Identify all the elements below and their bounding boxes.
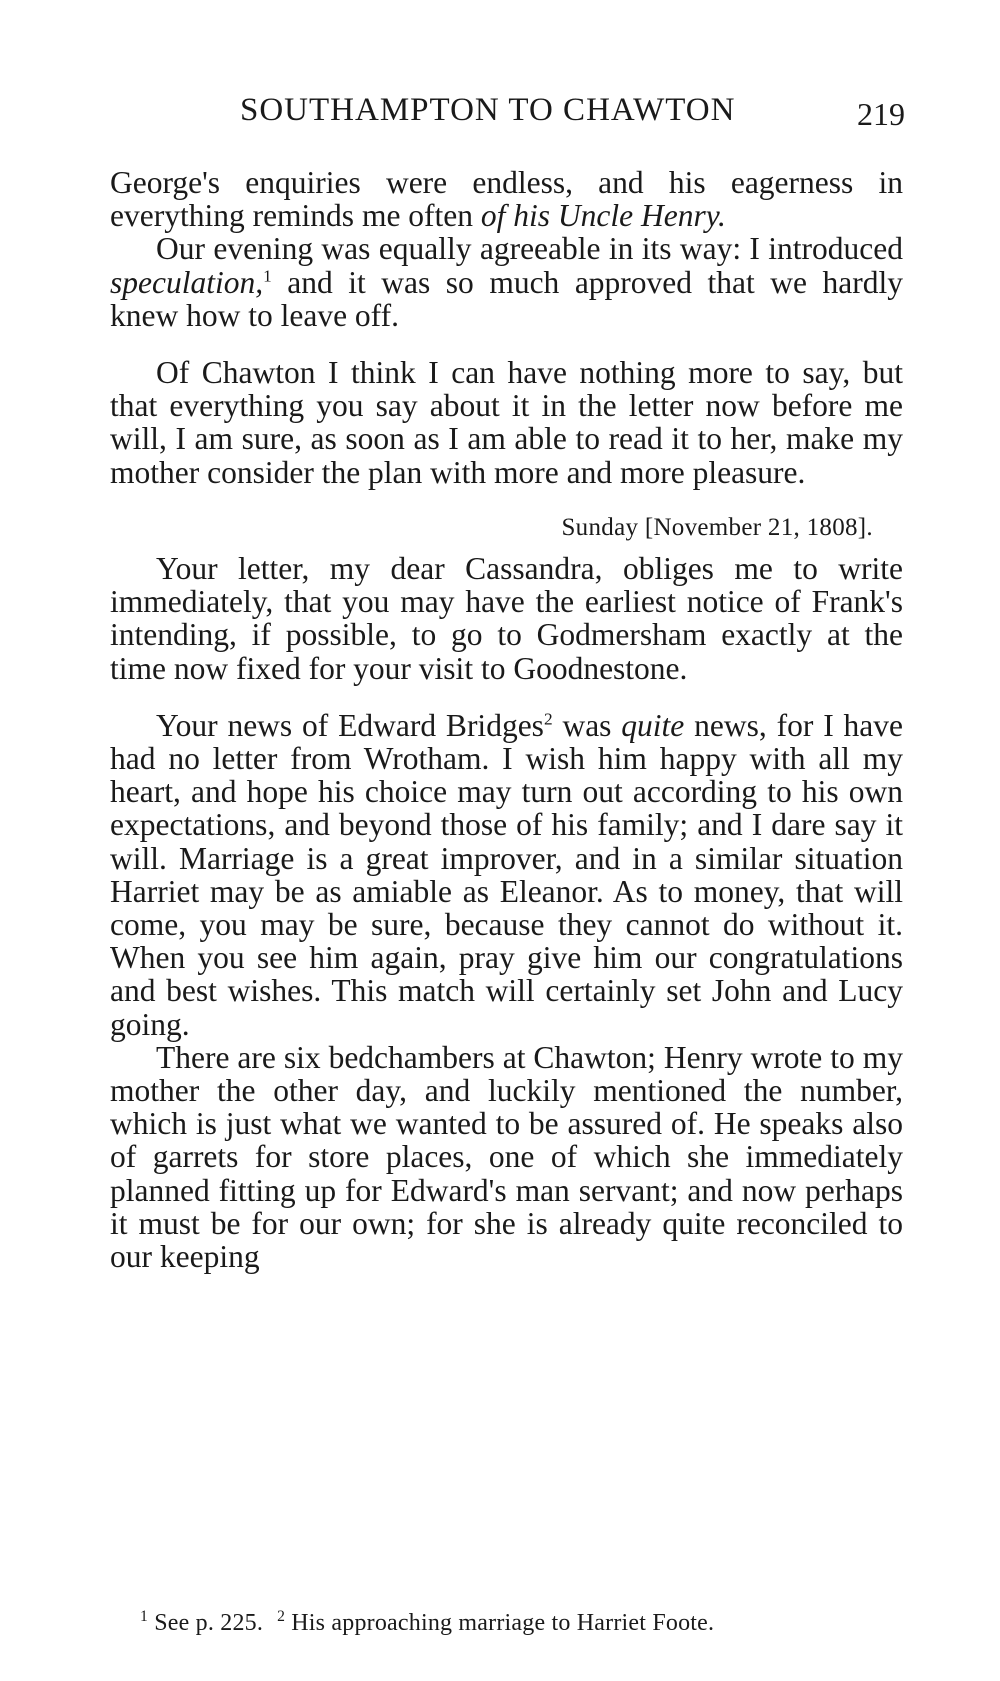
- running-head: SOUTHAMPTON TO CHAWTON: [240, 92, 736, 128]
- paragraph-6: [110, 1041, 903, 1273]
- paragraph-text: There are six bedchambers at Chawton; Henry wrote to my mother the other day, and luckily mentioned the number, which is just what we wanted to be assured of. He speaks also of garrets for store places, one of which she immediately planned fitting up for Edward's man servant; and now perhaps it must be for our own; for she is already quite reconciled to our keeping: [110, 1039, 903, 1275]
- paragraph-text: was: [552, 707, 622, 743]
- paragraph-3: [110, 356, 903, 489]
- footnote-text: See p. 225.: [154, 1610, 264, 1636]
- paragraph-2: [110, 232, 903, 332]
- footnote-2: [277, 1610, 714, 1636]
- footnote-mark: 2: [277, 1608, 286, 1625]
- paragraph-text: and it was so much approved that we hardly knew how to leave off.: [110, 264, 903, 333]
- paragraph-4: [110, 552, 903, 685]
- footnote-text: His approaching marriage to Harriet Foote.: [291, 1610, 715, 1636]
- paragraph-text: Your letter, my dear Cassandra, obliges me to write immediately, that you may have the earliest notice of Frank's intending, if possible, to go to Godmersham exactly at the time now fixed for your visit to Goodnestone.: [110, 551, 903, 686]
- dateline: Sunday [November 21, 1808].: [561, 513, 873, 541]
- footnote-1: [140, 1610, 263, 1636]
- page-number: 219: [857, 96, 905, 132]
- page-header: [110, 92, 910, 142]
- paragraph-text: news, for I have had no letter from Wrotham. I wish him happy with all my heart, and hope his choice may turn out according to his own expectations, and beyond those of his family; and I dare say it will. Marriage is a great improver, and in a similar situation Harriet may be as amiable as Eleanor. As to money, that will come, you may be sure, because they cannot do without it. When you see him again, pray give him our congratulations and best wishes. This match will certainly set John and Lucy going.: [110, 707, 904, 1042]
- paragraph-text: George's enquiries were endless, and his eagerness in everything reminds me often: [110, 165, 903, 234]
- body-text: [110, 166, 903, 1273]
- paragraph-1: [110, 166, 903, 232]
- italic-text: speculation,: [110, 264, 264, 300]
- paragraph-text: Our evening was equally agreeable in its way: I introduced: [156, 231, 903, 267]
- footnote-mark: 1: [140, 1608, 148, 1625]
- paragraph-text: Your news of Edward Bridges: [156, 707, 544, 743]
- footnote-ref: 2: [543, 709, 553, 729]
- italic-text: quite: [621, 707, 685, 743]
- paragraph-text: Of Chawton I think I can have nothing more to say, but that everything you say about it in the letter now before me will, I am sure, as soon as I am able to read it to her, make my mother consider the plan with more and more pleasure.: [110, 355, 903, 490]
- italic-text: of his Uncle Henry.: [480, 198, 726, 234]
- paragraph-5: [110, 709, 903, 1041]
- footnote-ref: 1: [263, 266, 272, 286]
- footnotes: [140, 1610, 920, 1637]
